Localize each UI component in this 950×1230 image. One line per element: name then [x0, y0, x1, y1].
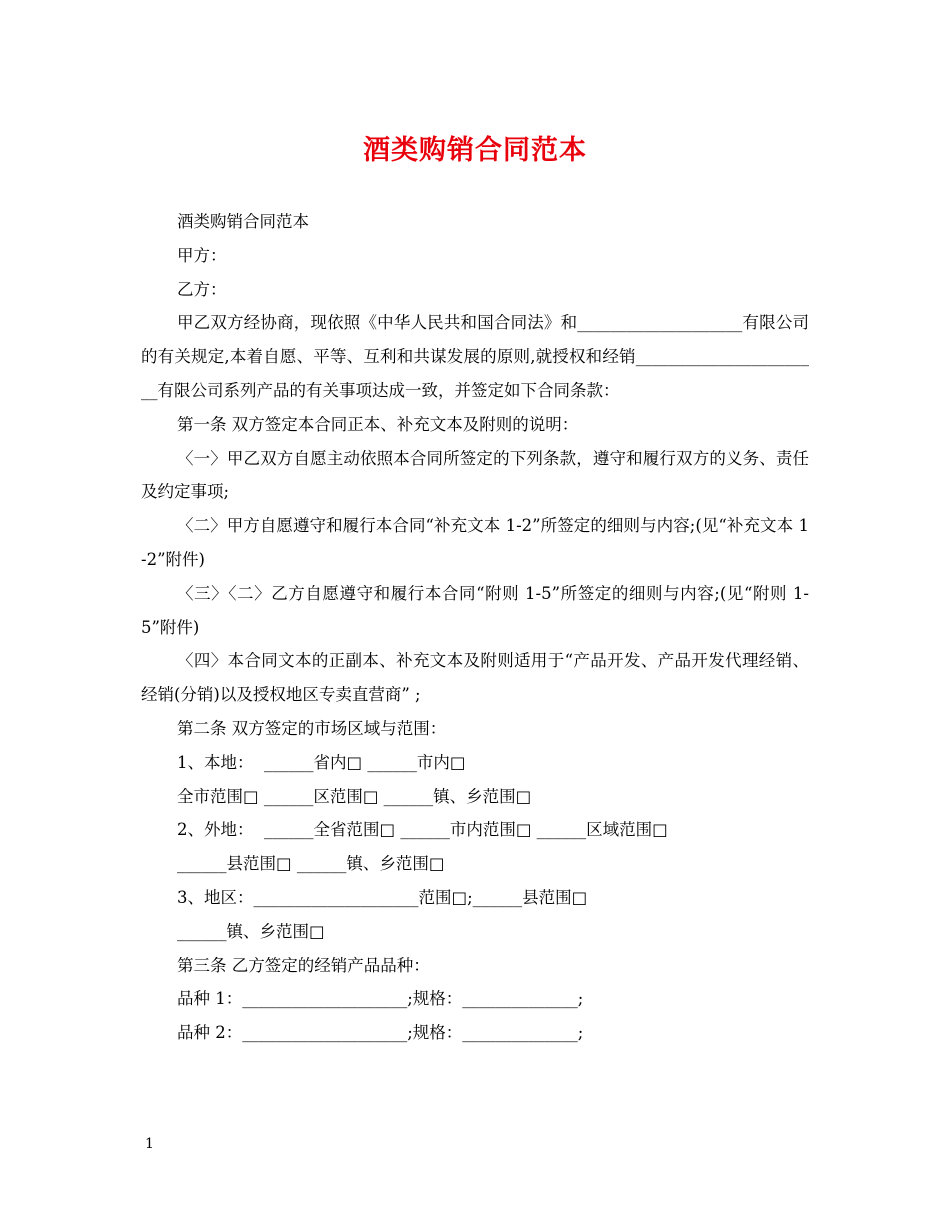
- article-1-item-4: 〈四〉本合同文本的正副本、补充文本及附则适用于“产品开发、产品开发代理经销、经销(分销)以及授权地区专卖直营商” ;: [141, 651, 809, 705]
- paragraph-heading: 酒类购销合同范本: [177, 212, 309, 231]
- article-3-heading: 第三条 乙方签定的经销产品品种：: [177, 955, 430, 975]
- article-1-item-3: 〈三〉〈二〉乙方自愿遵守和履行本合同“附则 1-5”所签定的细则与内容;(见“附则 1-5”附件): [141, 583, 809, 637]
- local-region-line: 1、本地： ______省内□ ______市内□: [177, 752, 466, 772]
- external-region-line: 2、外地： ______全省范围□ ______市内范围□ ______区域范围□: [177, 820, 668, 840]
- article-1-item-2: 〈二〉甲方自愿遵守和履行本合同“补充文本 1-2”所签定的细则与内容;(见“补充文本 1-2”附件): [141, 516, 809, 569]
- article-1-heading: 第一条 双方签定本合同正本、补充文本及附则的说明：: [177, 414, 579, 434]
- area-region-line: 3、地区：____________________范围□;______县范围□: [177, 887, 588, 907]
- article-1-item-1: 〈一〉甲乙双方自愿主动依照本合同所签定的下列条款，遵守和履行双方的义务、责任及约定事项;: [141, 448, 809, 502]
- preamble-paragraph: 甲乙双方经协商，现依照《中华人民共和国合同法》和____________________有限公司的有关规定,本着自愿、平等、互利和共谋发展的原则,就授权和经销_______________________有限公司系列产品的有关事项达成一致，并签定如下合同条款：: [141, 313, 809, 400]
- document-title: 酒类购销合同范本: [363, 135, 587, 166]
- city-scope-line: 全市范围□ ______区范围□ ______镇、乡范围□: [177, 786, 532, 806]
- product-variety-1: 品种 1：____________________;规格：______________;: [177, 989, 584, 1009]
- article-2-heading: 第二条 双方签定的市场区域与范围：: [177, 718, 447, 738]
- party-a-line: 甲方：: [177, 245, 227, 265]
- county-scope-line: ______县范围□ ______镇、乡范围□: [177, 854, 445, 874]
- town-scope-line: ______镇、乡范围□: [177, 921, 325, 941]
- document-body: [141, 205, 809, 1050]
- party-b-line: 乙方：: [177, 279, 227, 299]
- product-variety-2: 品种 2：____________________;规格：______________;: [177, 1023, 584, 1043]
- page-number: 1: [145, 1136, 154, 1152]
